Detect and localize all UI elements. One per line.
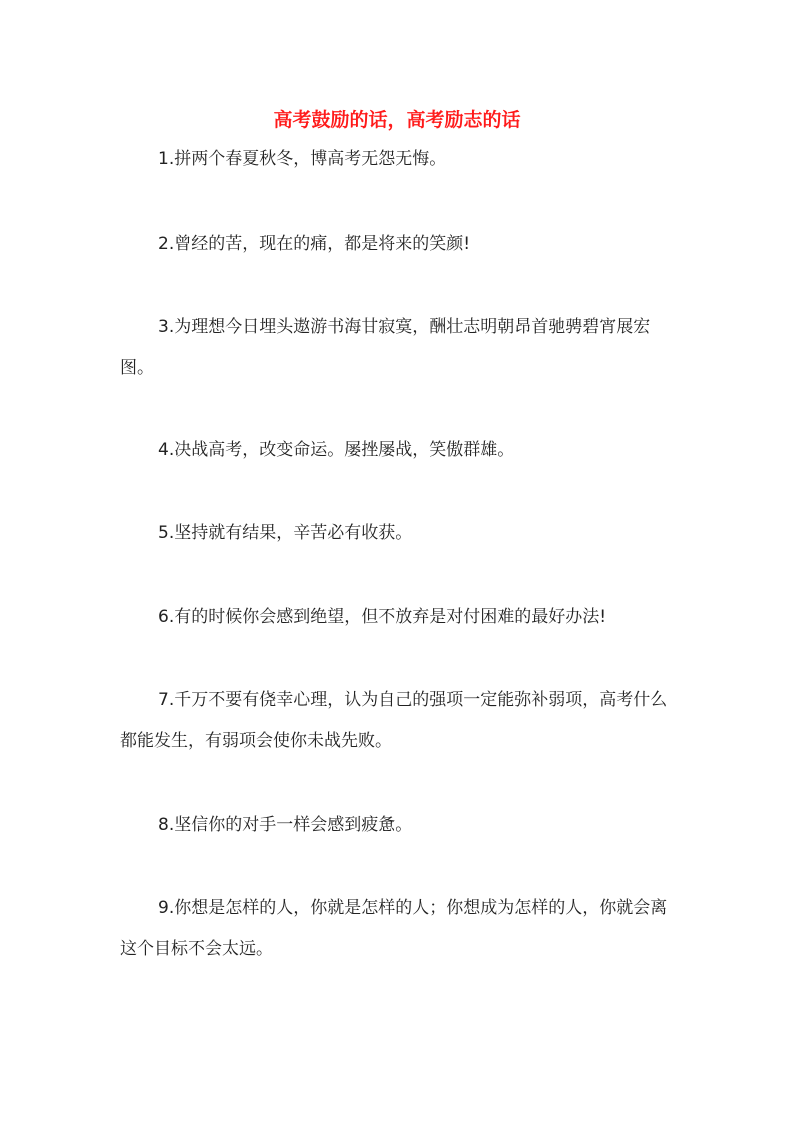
document-title: 高考鼓励的话，高考励志的话 (273, 109, 521, 131)
paragraph-9: 9.你想是怎样的人，你就是怎样的人；你想成为怎样的人，你就会离这个目标不会太远。 (120, 898, 668, 959)
paragraph-3: 3.为理想今日埋头遨游书海甘寂寞，酬壮志明朝昂首驰骋碧宵展宏图。 (120, 317, 651, 378)
paragraph-7: 7.千万不要有侥幸心理，认为自己的强项一定能弥补弱项，高考什么都能发生，有弱项会使你未战先败。 (120, 690, 668, 751)
paragraph-1: 1.拼两个春夏秋冬，博高考无怨无悔。 (158, 149, 447, 169)
paragraph-5: 5.坚持就有结果，辛苦必有收获。 (158, 523, 413, 543)
paragraph-6: 6.有的时候你会感到绝望，但不放弃是对付困难的最好办法! (158, 607, 607, 627)
paragraph-4: 4.决战高考，改变命运。屡挫屡战，笑傲群雄。 (158, 440, 515, 460)
paragraph-2: 2.曾经的苦，现在的痛，都是将来的笑颜! (158, 234, 471, 254)
paragraph-8: 8.坚信你的对手一样会感到疲惫。 (158, 815, 413, 835)
